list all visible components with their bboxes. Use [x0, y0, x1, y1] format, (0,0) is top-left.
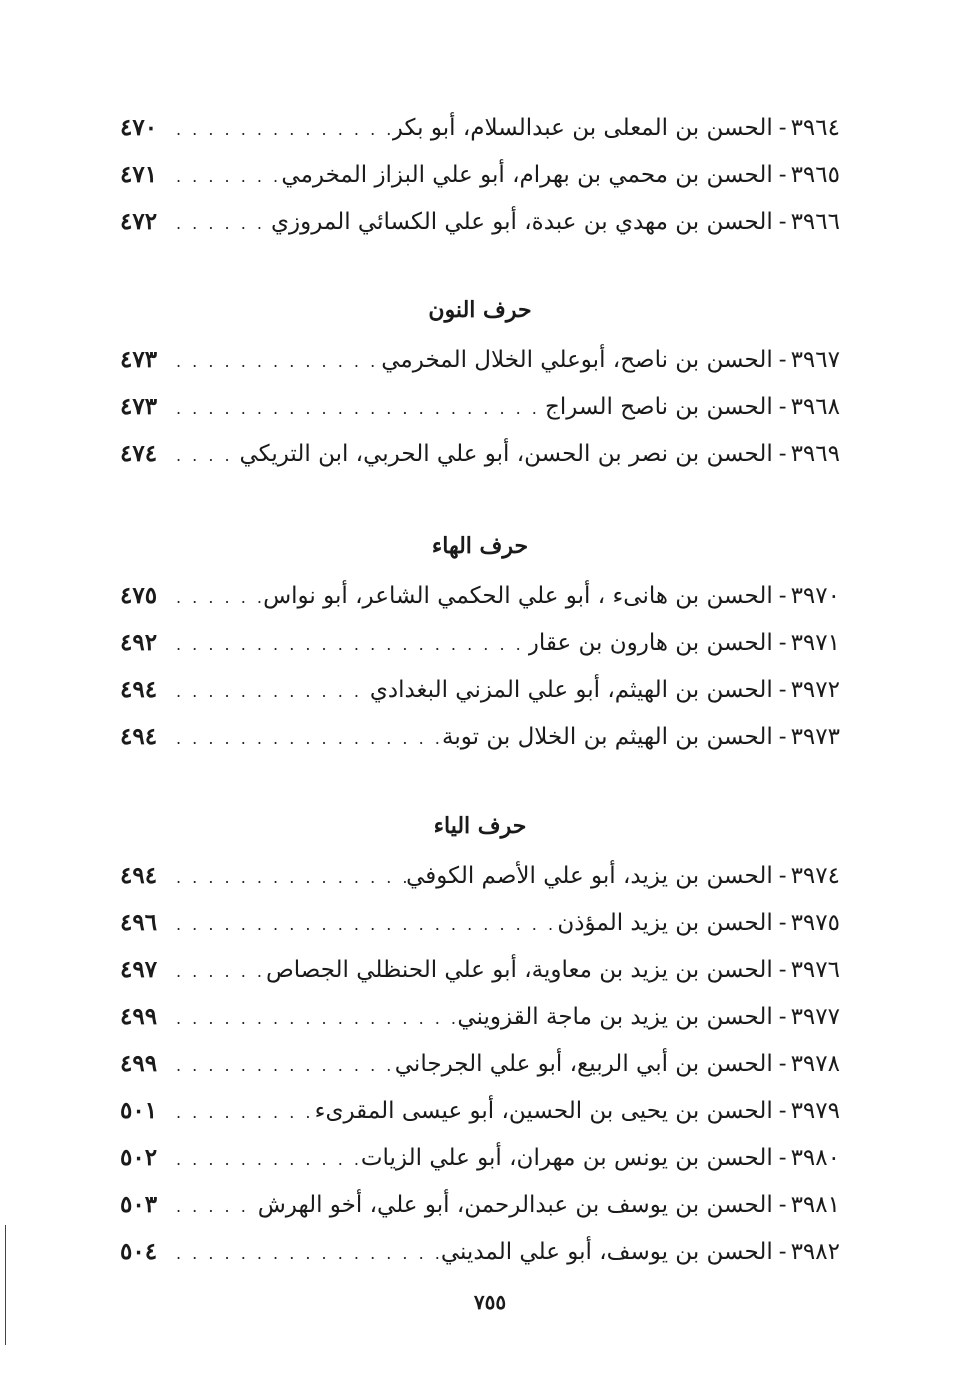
entry-number: ٣٩٨١ — [790, 1192, 840, 1218]
entry-page-number: ٤٧١ — [120, 161, 158, 188]
entry-number: ٣٩٧٤ — [790, 863, 840, 889]
entry-page-number: ٤٧٣ — [120, 346, 158, 373]
entry-page-number: ٤٧٣ — [120, 393, 158, 420]
entry-title: الحسن بن هانىء ، أبو علي الحكمي الشاعر، أبو نواس — [263, 583, 773, 609]
dot-leader — [164, 432, 239, 479]
toc-entry — [120, 336, 840, 383]
toc-entry — [120, 1228, 840, 1275]
entry-title: الحسن بن يزيد، أبو علي الأصم الكوفي — [406, 863, 773, 889]
entry-separator: - — [778, 1145, 787, 1171]
dot-leader — [164, 715, 442, 762]
entry-title: الحسن بن الهيثم بن الخلال بن توبة — [442, 724, 773, 750]
entry-number: ٣٩٦٨ — [790, 394, 840, 420]
entry-number: ٣٩٧٩ — [790, 1098, 840, 1124]
toc-section-ya — [120, 806, 840, 1275]
entry-number: ٣٩٦٩ — [790, 441, 840, 467]
entry-title: الحسن بن ناصح السراج — [545, 394, 773, 420]
dot-leader — [164, 1183, 258, 1230]
entry-title: الحسن بن يوسف، أبو علي المديني — [440, 1239, 773, 1265]
dot-leader — [164, 153, 281, 200]
toc-section-ha — [120, 526, 840, 760]
entry-page-number: ٤٧٠ — [120, 114, 158, 141]
entry-page-number: ٤٩٢ — [120, 629, 158, 656]
toc-entry — [120, 993, 840, 1040]
scan-edge-mark — [5, 1225, 6, 1345]
entry-page-number: ٤٧٥ — [120, 582, 158, 609]
entry-number: ٣٩٧٦ — [790, 957, 840, 983]
toc-entry — [120, 104, 840, 151]
toc-section-nun — [120, 290, 840, 477]
toc-entry — [120, 1040, 840, 1087]
entry-separator: - — [778, 863, 787, 889]
entry-separator: - — [778, 910, 787, 936]
toc-entry — [120, 430, 840, 477]
dot-leader — [164, 901, 557, 948]
dot-leader — [164, 668, 370, 715]
dot-leader — [164, 948, 266, 995]
entry-title: الحسن بن نصر بن الحسن، أبو علي الحربي، ابن التريكي — [239, 441, 773, 467]
entry-page-number: ٥٠٢ — [120, 1144, 158, 1171]
toc-entry — [120, 666, 840, 713]
entry-number: ٣٩٦٧ — [790, 347, 840, 373]
entry-number: ٣٩٧٨ — [790, 1051, 840, 1077]
entry-number: ٣٩٦٤ — [790, 115, 840, 141]
entry-separator: - — [778, 630, 787, 656]
entry-title: الحسن بن يزيد بن ماجة القزويني — [457, 1004, 773, 1030]
toc-entry — [120, 383, 840, 430]
dot-leader — [164, 1042, 395, 1089]
entry-page-number: ٤٩٤ — [120, 676, 158, 703]
entry-separator: - — [778, 347, 787, 373]
entry-number: ٣٩٧٣ — [790, 724, 840, 750]
entry-title: الحسن بن يوسف بن عبدالرحمن، أبو علي، أخو الهرش — [257, 1192, 773, 1218]
page-number: ٧٥٥ — [473, 1290, 507, 1314]
dot-leader — [164, 106, 392, 153]
entry-page-number: ٤٩٤ — [120, 723, 158, 750]
entry-title: الحسن بن المعلى بن عبدالسلام، أبو بكر — [391, 115, 773, 141]
toc-entry — [120, 1181, 840, 1228]
entry-number: ٣٩٧٥ — [790, 910, 840, 936]
entry-separator: - — [778, 1051, 787, 1077]
toc-entry — [120, 572, 840, 619]
entry-title: الحسن بن يونس بن مهران، أبو علي الزيات — [360, 1145, 773, 1171]
entry-title: الحسن بن ناصح، أبوعلي الخلال المخرمي — [381, 347, 773, 373]
entry-page-number: ٤٩٩ — [120, 1003, 158, 1030]
dot-leader — [164, 574, 263, 621]
dot-leader — [164, 854, 406, 901]
toc-entry — [120, 852, 840, 899]
entry-number: ٣٩٨٢ — [790, 1239, 840, 1265]
section-heading: حرف الهاء — [431, 533, 529, 559]
toc-entry — [120, 198, 840, 245]
entry-number: ٣٩٦٦ — [790, 209, 840, 235]
entry-page-number: ٥٠١ — [120, 1097, 158, 1124]
entry-page-number: ٤٧٤ — [120, 440, 158, 467]
entry-title: الحسن بن يزيد بن معاوية، أبو علي الحنظلي الجصاص — [265, 957, 773, 983]
section-heading: حرف الياء — [433, 813, 527, 839]
entry-separator: - — [778, 209, 787, 235]
toc-section-continuation — [120, 104, 840, 245]
entry-page-number: ٥٠٤ — [120, 1238, 158, 1265]
entry-separator: - — [778, 583, 787, 609]
dot-leader — [164, 200, 271, 247]
dot-leader — [164, 338, 381, 385]
toc-entry — [120, 713, 840, 760]
entry-number: ٣٩٧٧ — [790, 1004, 840, 1030]
entry-title: الحسن بن يزيد المؤذن — [557, 910, 773, 936]
dot-leader — [164, 1136, 361, 1183]
entry-separator: - — [778, 394, 787, 420]
entry-number: ٣٩٦٥ — [790, 162, 840, 188]
entry-number: ٣٩٧١ — [790, 630, 840, 656]
entry-separator: - — [778, 162, 787, 188]
entry-separator: - — [778, 724, 787, 750]
toc-entry — [120, 1087, 840, 1134]
section-heading: حرف النون — [428, 297, 532, 323]
entry-page-number: ٤٧٢ — [120, 208, 158, 235]
entry-title: الحسن بن محمي بن بهرام، أبو علي البزاز المخرمي — [281, 162, 773, 188]
dot-leader — [164, 1230, 441, 1277]
entry-page-number: ٤٩٧ — [120, 956, 158, 983]
entry-title: الحسن بن أبي الربيع، أبو علي الجرجاني — [394, 1051, 773, 1077]
entry-title: الحسن بن يحيى بن الحسين، أبو عيسى المقرىء — [314, 1098, 773, 1124]
toc-entry — [120, 946, 840, 993]
entry-separator: - — [778, 441, 787, 467]
entry-separator: - — [778, 1239, 787, 1265]
entry-page-number: ٤٩٩ — [120, 1050, 158, 1077]
toc-entry — [120, 619, 840, 666]
entry-title: الحسن بن الهيثم، أبو علي المزني البغدادي — [369, 677, 773, 703]
dot-leader — [164, 621, 528, 668]
entry-separator: - — [778, 115, 787, 141]
entry-separator: - — [778, 1004, 787, 1030]
toc-entry — [120, 1134, 840, 1181]
entry-separator: - — [778, 957, 787, 983]
toc-entry — [120, 151, 840, 198]
entry-separator: - — [778, 1098, 787, 1124]
dot-leader — [164, 1089, 315, 1136]
dot-leader — [164, 385, 545, 432]
entry-title: الحسن بن مهدي بن عبدة، أبو علي الكسائي المروزي — [271, 209, 773, 235]
toc-entry — [120, 899, 840, 946]
entry-page-number: ٤٩٤ — [120, 862, 158, 889]
entry-separator: - — [778, 677, 787, 703]
dot-leader — [164, 995, 457, 1042]
entry-number: ٣٩٧٠ — [790, 583, 840, 609]
entry-title: الحسن بن هارون بن عقار — [527, 630, 773, 656]
entry-number: ٣٩٧٢ — [790, 677, 840, 703]
entry-separator: - — [778, 1192, 787, 1218]
entry-number: ٣٩٨٠ — [790, 1145, 840, 1171]
entry-page-number: ٥٠٣ — [120, 1191, 158, 1218]
entry-page-number: ٤٩٦ — [120, 909, 158, 936]
